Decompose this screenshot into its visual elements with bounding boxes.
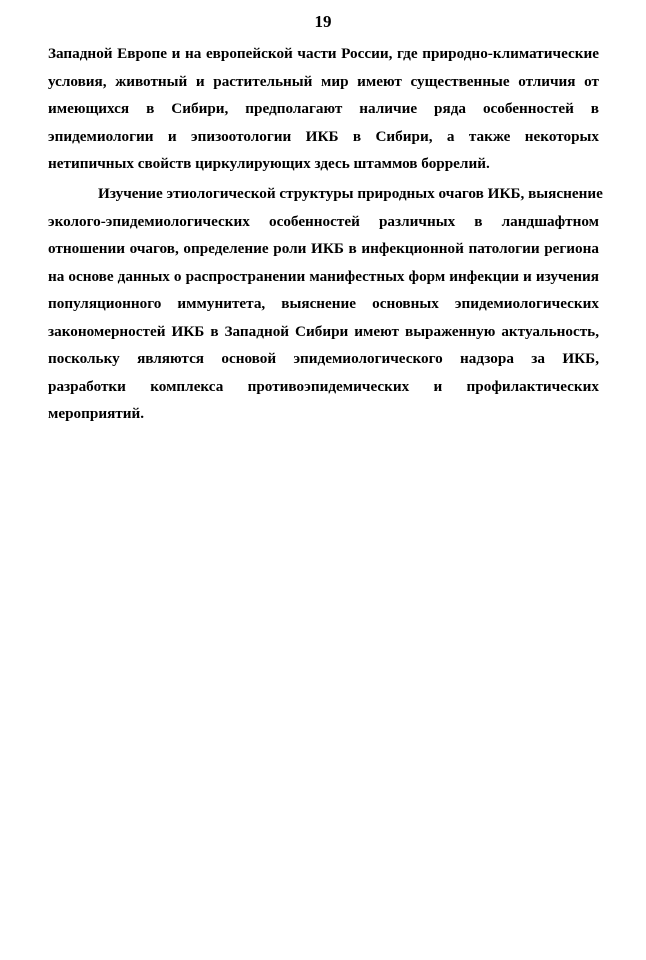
paragraph-2 [48, 180, 603, 428]
paragraph-line: поскольку являются основой эпидемиологического надзора за ИКБ, [48, 350, 599, 367]
paragraph-line: эпидемиологии и эпизоотологии ИКБ в Сибири, а также некоторых [48, 127, 599, 145]
paragraph-line: Изучение этиологической структуры природных очагов ИКБ, выяснение [98, 185, 603, 202]
paragraph-line: Западной Европе и на европейской части России, где природно-климатические [48, 45, 599, 62]
paragraph-line: условия, животный и растительный мир имеют существенные отличия от [48, 72, 599, 90]
paragraph-line: мероприятий. [48, 405, 145, 422]
paragraph-line: закономерностей ИКБ в Западной Сибири имеют выраженную актуальность, [48, 322, 599, 340]
paragraph-line: имеющихся в Сибири, предполагают наличие ряда особенностей в [48, 100, 599, 117]
paragraph-line: разработки комплекса противоэпидемических и профилактических [48, 377, 599, 395]
paragraph-line: отношении очагов, определение роли ИКБ в инфекционной патологии региона [48, 240, 599, 257]
paragraph-line: на основе данных о распространении манифестных форм инфекции и изучения [48, 267, 599, 285]
paragraph-line: эколого-эпидемиологических особенностей различных в ландшафтном [48, 212, 599, 230]
paragraph-line: нетипичных свойств циркулирующих здесь штаммов боррелий. [48, 155, 490, 172]
page-number: 19 [314, 12, 332, 31]
paragraph-1 [48, 40, 599, 178]
paragraph-line: популяционного иммунитета, выяснение основных эпидемиологических [48, 295, 599, 312]
